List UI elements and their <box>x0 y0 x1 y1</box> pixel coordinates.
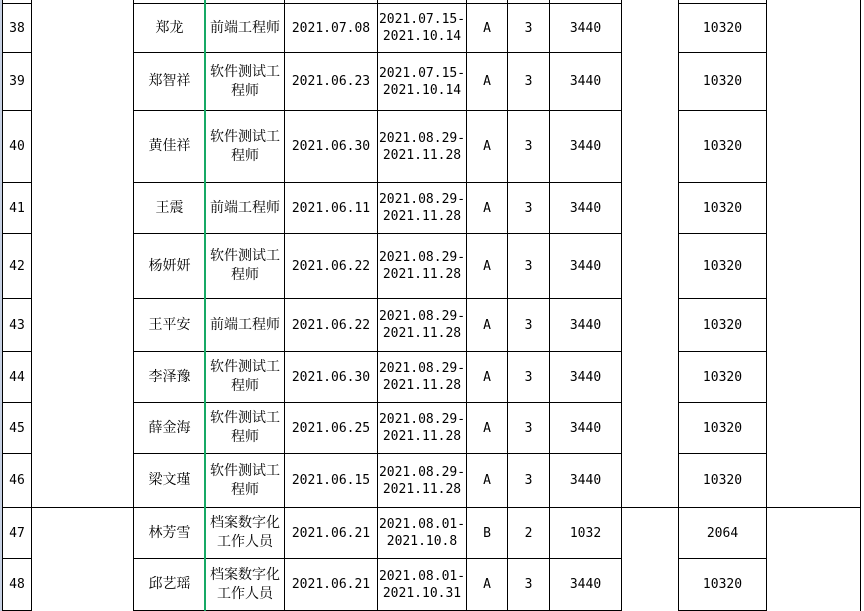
work-period-cell-row-41[interactable] <box>377 182 467 234</box>
months-cell-row-45[interactable] <box>507 402 550 454</box>
row-number-cell-text: 43 <box>9 317 25 333</box>
work-period-line2: 2021.10.8 <box>386 534 458 549</box>
total-cell-text: 10320 <box>702 20 743 36</box>
months-cell-text: 3 <box>524 20 533 36</box>
position-cell-row-41[interactable] <box>205 182 285 234</box>
join-date-cell-row-38[interactable] <box>284 3 378 53</box>
amount-cell-row-44[interactable] <box>549 351 622 403</box>
work-period-line2: 2021.11.28 <box>382 267 462 282</box>
months-cell-text: 3 <box>524 420 533 436</box>
total-cell-text: 10320 <box>702 74 743 89</box>
months-cell-row-41[interactable] <box>507 182 550 234</box>
months-cell-text: 3 <box>524 473 533 488</box>
name-cell-row-39[interactable] <box>133 52 206 111</box>
cutoff-cell-top-col2[interactable] <box>133 0 206 4</box>
position-cell-text: 软件测试工程师 <box>210 128 280 164</box>
join-date-cell-text: 2021.06.22 <box>291 317 371 333</box>
total-cell-text: 10320 <box>702 577 743 592</box>
amount-cell-text: 3440 <box>569 258 602 274</box>
frozen-pane-line <box>204 0 206 611</box>
months-cell-row-40[interactable] <box>507 110 550 183</box>
name-cell-text: 李泽豫 <box>148 368 191 385</box>
work-period-line1: 2021.08.29- <box>378 412 466 427</box>
amount-cell-text: 3440 <box>569 420 602 436</box>
months-cell-row-38[interactable] <box>507 3 550 53</box>
grade-cell-text: A <box>483 369 491 385</box>
position-cell-text: 档案数字化工作人员 <box>210 515 280 550</box>
total-cell-text: 10320 <box>702 258 743 274</box>
row-number-cell-row-47[interactable] <box>2 507 32 559</box>
grade-cell-text: A <box>483 317 491 333</box>
months-cell-text: 2 <box>524 525 533 541</box>
merged-blank-cell-lower-col9[interactable] <box>621 507 679 611</box>
join-date-cell-text: 2021.06.25 <box>291 420 371 436</box>
join-date-cell-row-39[interactable] <box>284 52 378 111</box>
row-number-cell-text: 46 <box>9 473 25 488</box>
work-period-line1: 2021.08.01- <box>378 517 466 532</box>
total-cell-row-44[interactable] <box>678 351 767 403</box>
work-period-cell-row-45[interactable] <box>377 402 467 454</box>
name-cell-row-47[interactable] <box>133 507 206 559</box>
grade-cell-row-40[interactable] <box>466 110 508 183</box>
months-cell-row-39[interactable] <box>507 52 550 111</box>
amount-cell-row-42[interactable] <box>549 233 622 299</box>
grade-cell-row-45[interactable] <box>466 402 508 454</box>
total-cell-text: 10320 <box>702 369 743 385</box>
join-date-cell-text: 2021.06.30 <box>291 139 371 154</box>
cutoff-cell-top-col0[interactable] <box>2 0 32 4</box>
merged-blank-cell-lower-col11[interactable] <box>766 507 861 611</box>
cutoff-cell-top-col7[interactable] <box>507 0 550 4</box>
amount-cell-row-46[interactable] <box>549 453 622 508</box>
name-cell-text: 邱艺瑶 <box>148 576 191 592</box>
cutoff-cell-top-col8[interactable] <box>549 0 622 4</box>
work-period-line1: 2021.08.29- <box>378 250 466 265</box>
row-number-cell-text: 40 <box>9 139 25 154</box>
amount-cell-text: 3440 <box>569 200 602 216</box>
work-period-line1: 2021.08.29- <box>378 192 466 207</box>
join-date-cell-text: 2021.07.08 <box>291 20 371 36</box>
position-cell-row-44[interactable] <box>205 351 285 403</box>
amount-cell-row-41[interactable] <box>549 182 622 234</box>
row-number-cell-row-43[interactable] <box>2 298 32 352</box>
grade-cell-text: A <box>483 473 491 488</box>
join-date-cell-text: 2021.06.22 <box>291 258 371 274</box>
join-date-cell-row-47[interactable] <box>284 507 378 559</box>
grade-cell-text: A <box>483 139 491 154</box>
amount-cell-text: 3440 <box>569 74 602 89</box>
work-period-cell-row-43[interactable] <box>377 298 467 352</box>
join-date-cell-row-43[interactable] <box>284 298 378 352</box>
position-cell-text: 软件测试工程师 <box>210 462 280 498</box>
position-cell-row-40[interactable] <box>205 110 285 183</box>
name-cell-text: 黄佳祥 <box>148 138 191 154</box>
row-number-cell-row-40[interactable] <box>2 110 32 183</box>
months-cell-text: 3 <box>524 139 533 154</box>
position-cell-row-38[interactable] <box>205 3 285 53</box>
amount-cell-row-40[interactable] <box>549 110 622 183</box>
amount-cell-text: 3440 <box>569 473 602 488</box>
join-date-cell-text: 2021.06.15 <box>291 473 371 488</box>
join-date-cell-text: 2021.06.21 <box>291 577 371 592</box>
work-period-line2: 2021.10.14 <box>382 29 462 44</box>
row-number-cell-text: 41 <box>9 200 25 216</box>
months-cell-text: 3 <box>524 74 533 89</box>
join-date-cell-row-41[interactable] <box>284 182 378 234</box>
name-cell-text: 杨妍妍 <box>148 257 191 274</box>
months-cell-row-43[interactable] <box>507 298 550 352</box>
total-cell-text: 10320 <box>702 139 743 154</box>
row-number-cell-row-46[interactable] <box>2 453 32 508</box>
months-cell-text: 3 <box>524 200 533 216</box>
name-cell-text: 薛金海 <box>148 419 191 436</box>
name-cell-row-45[interactable] <box>133 402 206 454</box>
position-cell-text: 软件测试工程师 <box>210 410 280 445</box>
amount-cell-text: 3440 <box>569 369 602 385</box>
grade-cell-text: A <box>483 74 491 89</box>
total-cell-row-41[interactable] <box>678 182 767 234</box>
name-cell-row-40[interactable] <box>133 110 206 183</box>
amount-cell-text: 3440 <box>569 317 602 333</box>
position-cell-text: 前端工程师 <box>210 316 280 333</box>
total-cell-text: 10320 <box>702 473 743 488</box>
cutoff-cell-top-col5[interactable] <box>377 0 467 4</box>
total-cell-row-47[interactable] <box>678 507 767 559</box>
amount-cell-row-45[interactable] <box>549 402 622 454</box>
work-period-line1: 2021.07.15- <box>378 12 466 27</box>
grade-cell-row-44[interactable] <box>466 351 508 403</box>
name-cell-text: 郑智祥 <box>148 73 191 89</box>
row-number-cell-text: 42 <box>9 258 25 274</box>
name-cell-text: 王平安 <box>148 316 191 333</box>
merged-blank-cell-upper-col11[interactable] <box>766 0 861 508</box>
row-number-cell-row-38[interactable] <box>2 3 32 53</box>
row-number-cell-row-44[interactable] <box>2 351 32 403</box>
total-cell-row-42[interactable] <box>678 233 767 299</box>
total-cell-row-40[interactable] <box>678 110 767 183</box>
row-number-cell-text: 48 <box>9 577 25 592</box>
cutoff-cell-top-col3[interactable] <box>205 0 285 4</box>
amount-cell-text: 3440 <box>569 577 602 592</box>
grade-cell-row-47[interactable] <box>466 507 508 559</box>
grade-cell-row-42[interactable] <box>466 233 508 299</box>
name-cell-row-46[interactable] <box>133 453 206 508</box>
row-number-cell-text: 38 <box>9 20 25 36</box>
name-cell-row-48[interactable] <box>133 558 206 611</box>
position-cell-text: 软件测试工程师 <box>210 359 280 394</box>
amount-cell-text: 3440 <box>569 20 602 36</box>
position-cell-row-48[interactable] <box>205 558 285 611</box>
total-cell-text: 10320 <box>702 317 743 333</box>
months-cell-text: 3 <box>524 369 533 385</box>
row-number-cell-row-48[interactable] <box>2 558 32 611</box>
join-date-cell-text: 2021.06.23 <box>291 74 371 89</box>
position-cell-text: 前端工程师 <box>210 199 280 216</box>
work-period-cell-row-40[interactable] <box>377 110 467 183</box>
grade-cell-row-46[interactable] <box>466 453 508 508</box>
amount-cell-text: 1032 <box>569 525 602 541</box>
position-cell-row-46[interactable] <box>205 453 285 508</box>
cutoff-cell-top-col6[interactable] <box>466 0 508 4</box>
work-period-line1: 2021.08.29- <box>378 130 466 146</box>
months-cell-text: 3 <box>524 577 533 592</box>
work-period-cell-row-38[interactable] <box>377 3 467 53</box>
join-date-cell-text: 2021.06.21 <box>291 525 371 541</box>
join-date-cell-row-40[interactable] <box>284 110 378 183</box>
grade-cell-row-38[interactable] <box>466 3 508 53</box>
join-date-cell-row-44[interactable] <box>284 351 378 403</box>
amount-cell-row-38[interactable] <box>549 3 622 53</box>
months-cell-row-42[interactable] <box>507 233 550 299</box>
grade-cell-row-43[interactable] <box>466 298 508 352</box>
grade-cell-text: B <box>483 525 491 541</box>
row-number-cell-row-41[interactable] <box>2 182 32 234</box>
amount-cell-row-39[interactable] <box>549 52 622 111</box>
position-cell-text: 档案数字化工作人员 <box>210 566 280 602</box>
merged-blank-cell-upper-col9[interactable] <box>621 0 679 508</box>
name-cell-text: 王震 <box>155 199 184 216</box>
work-period-cell-row-42[interactable] <box>377 233 467 299</box>
total-cell-text: 2064 <box>706 525 739 541</box>
row-number-cell-row-45[interactable] <box>2 402 32 454</box>
months-cell-row-47[interactable] <box>507 507 550 559</box>
total-cell-row-45[interactable] <box>678 402 767 454</box>
work-period-line1: 2021.07.15- <box>378 65 466 81</box>
merged-blank-cell-upper-col1[interactable] <box>31 0 134 508</box>
name-cell-row-44[interactable] <box>133 351 206 403</box>
work-period-cell-row-47[interactable] <box>377 507 467 559</box>
join-date-cell-row-42[interactable] <box>284 233 378 299</box>
position-cell-row-45[interactable] <box>205 402 285 454</box>
grade-cell-row-41[interactable] <box>466 182 508 234</box>
cutoff-cell-top-col4[interactable] <box>284 0 378 4</box>
work-period-line2: 2021.11.28 <box>382 147 462 163</box>
work-period-line2: 2021.10.14 <box>382 82 462 98</box>
total-cell-row-38[interactable] <box>678 3 767 53</box>
months-cell-text: 3 <box>524 317 533 333</box>
months-cell-row-46[interactable] <box>507 453 550 508</box>
grade-cell-text: A <box>483 420 491 436</box>
join-date-cell-row-46[interactable] <box>284 453 378 508</box>
work-period-line1: 2021.08.29- <box>378 361 466 376</box>
cutoff-cell-top-col10[interactable] <box>678 0 767 4</box>
row-number-cell-row-42[interactable] <box>2 233 32 299</box>
grade-cell-text: A <box>483 258 491 274</box>
row-number-cell-text: 44 <box>9 369 25 385</box>
position-cell-row-43[interactable] <box>205 298 285 352</box>
work-period-line2: 2021.11.28 <box>382 209 462 224</box>
name-cell-row-42[interactable] <box>133 233 206 299</box>
amount-cell-row-48[interactable] <box>549 558 622 611</box>
work-period-line2: 2021.10.31 <box>382 585 462 601</box>
work-period-line1: 2021.08.29- <box>378 309 466 324</box>
months-cell-text: 3 <box>524 258 533 274</box>
work-period-line2: 2021.11.28 <box>382 378 462 393</box>
work-period-line2: 2021.11.28 <box>382 481 462 497</box>
months-cell-row-48[interactable] <box>507 558 550 611</box>
row-number-cell-row-39[interactable] <box>2 52 32 111</box>
grade-cell-row-48[interactable] <box>466 558 508 611</box>
months-cell-row-44[interactable] <box>507 351 550 403</box>
position-cell-row-42[interactable] <box>205 233 285 299</box>
join-date-cell-text: 2021.06.30 <box>291 369 371 385</box>
row-number-cell-text: 47 <box>9 525 25 541</box>
grade-cell-text: A <box>483 20 491 36</box>
total-cell-row-46[interactable] <box>678 453 767 508</box>
total-cell-text: 10320 <box>702 420 743 436</box>
merged-blank-cell-lower-col1[interactable] <box>31 507 134 611</box>
work-period-cell-row-48[interactable] <box>377 558 467 611</box>
join-date-cell-row-48[interactable] <box>284 558 378 611</box>
row-number-cell-text: 39 <box>9 74 25 89</box>
work-period-cell-row-46[interactable] <box>377 453 467 508</box>
name-cell-row-41[interactable] <box>133 182 206 234</box>
amount-cell-text: 3440 <box>569 139 602 154</box>
work-period-line2: 2021.11.28 <box>382 429 462 444</box>
total-cell-row-43[interactable] <box>678 298 767 352</box>
join-date-cell-row-45[interactable] <box>284 402 378 454</box>
left-pane-edge <box>0 0 2 611</box>
work-period-cell-row-39[interactable] <box>377 52 467 111</box>
total-cell-text: 10320 <box>702 200 743 216</box>
amount-cell-row-47[interactable] <box>549 507 622 559</box>
join-date-cell-text: 2021.06.11 <box>291 200 371 216</box>
name-cell-row-43[interactable] <box>133 298 206 352</box>
position-cell-row-39[interactable] <box>205 52 285 111</box>
name-cell-text: 林芳雪 <box>148 524 191 541</box>
name-cell-text: 郑龙 <box>155 19 184 36</box>
row-number-cell-text: 45 <box>9 420 25 436</box>
name-cell-text: 梁文瑾 <box>148 472 191 488</box>
position-cell-text: 软件测试工程师 <box>210 63 280 99</box>
total-cell-row-39[interactable] <box>678 52 767 111</box>
amount-cell-row-43[interactable] <box>549 298 622 352</box>
total-cell-row-48[interactable] <box>678 558 767 611</box>
grade-cell-text: A <box>483 200 491 216</box>
work-period-line1: 2021.08.01- <box>378 568 466 584</box>
name-cell-row-38[interactable] <box>133 3 206 53</box>
grade-cell-row-39[interactable] <box>466 52 508 111</box>
position-cell-text: 软件测试工程师 <box>210 248 280 283</box>
work-period-line2: 2021.11.28 <box>382 326 462 341</box>
work-period-cell-row-44[interactable] <box>377 351 467 403</box>
work-period-line1: 2021.08.29- <box>378 464 466 480</box>
grade-cell-text: A <box>483 577 491 592</box>
position-cell-row-47[interactable] <box>205 507 285 559</box>
position-cell-text: 前端工程师 <box>210 19 280 36</box>
